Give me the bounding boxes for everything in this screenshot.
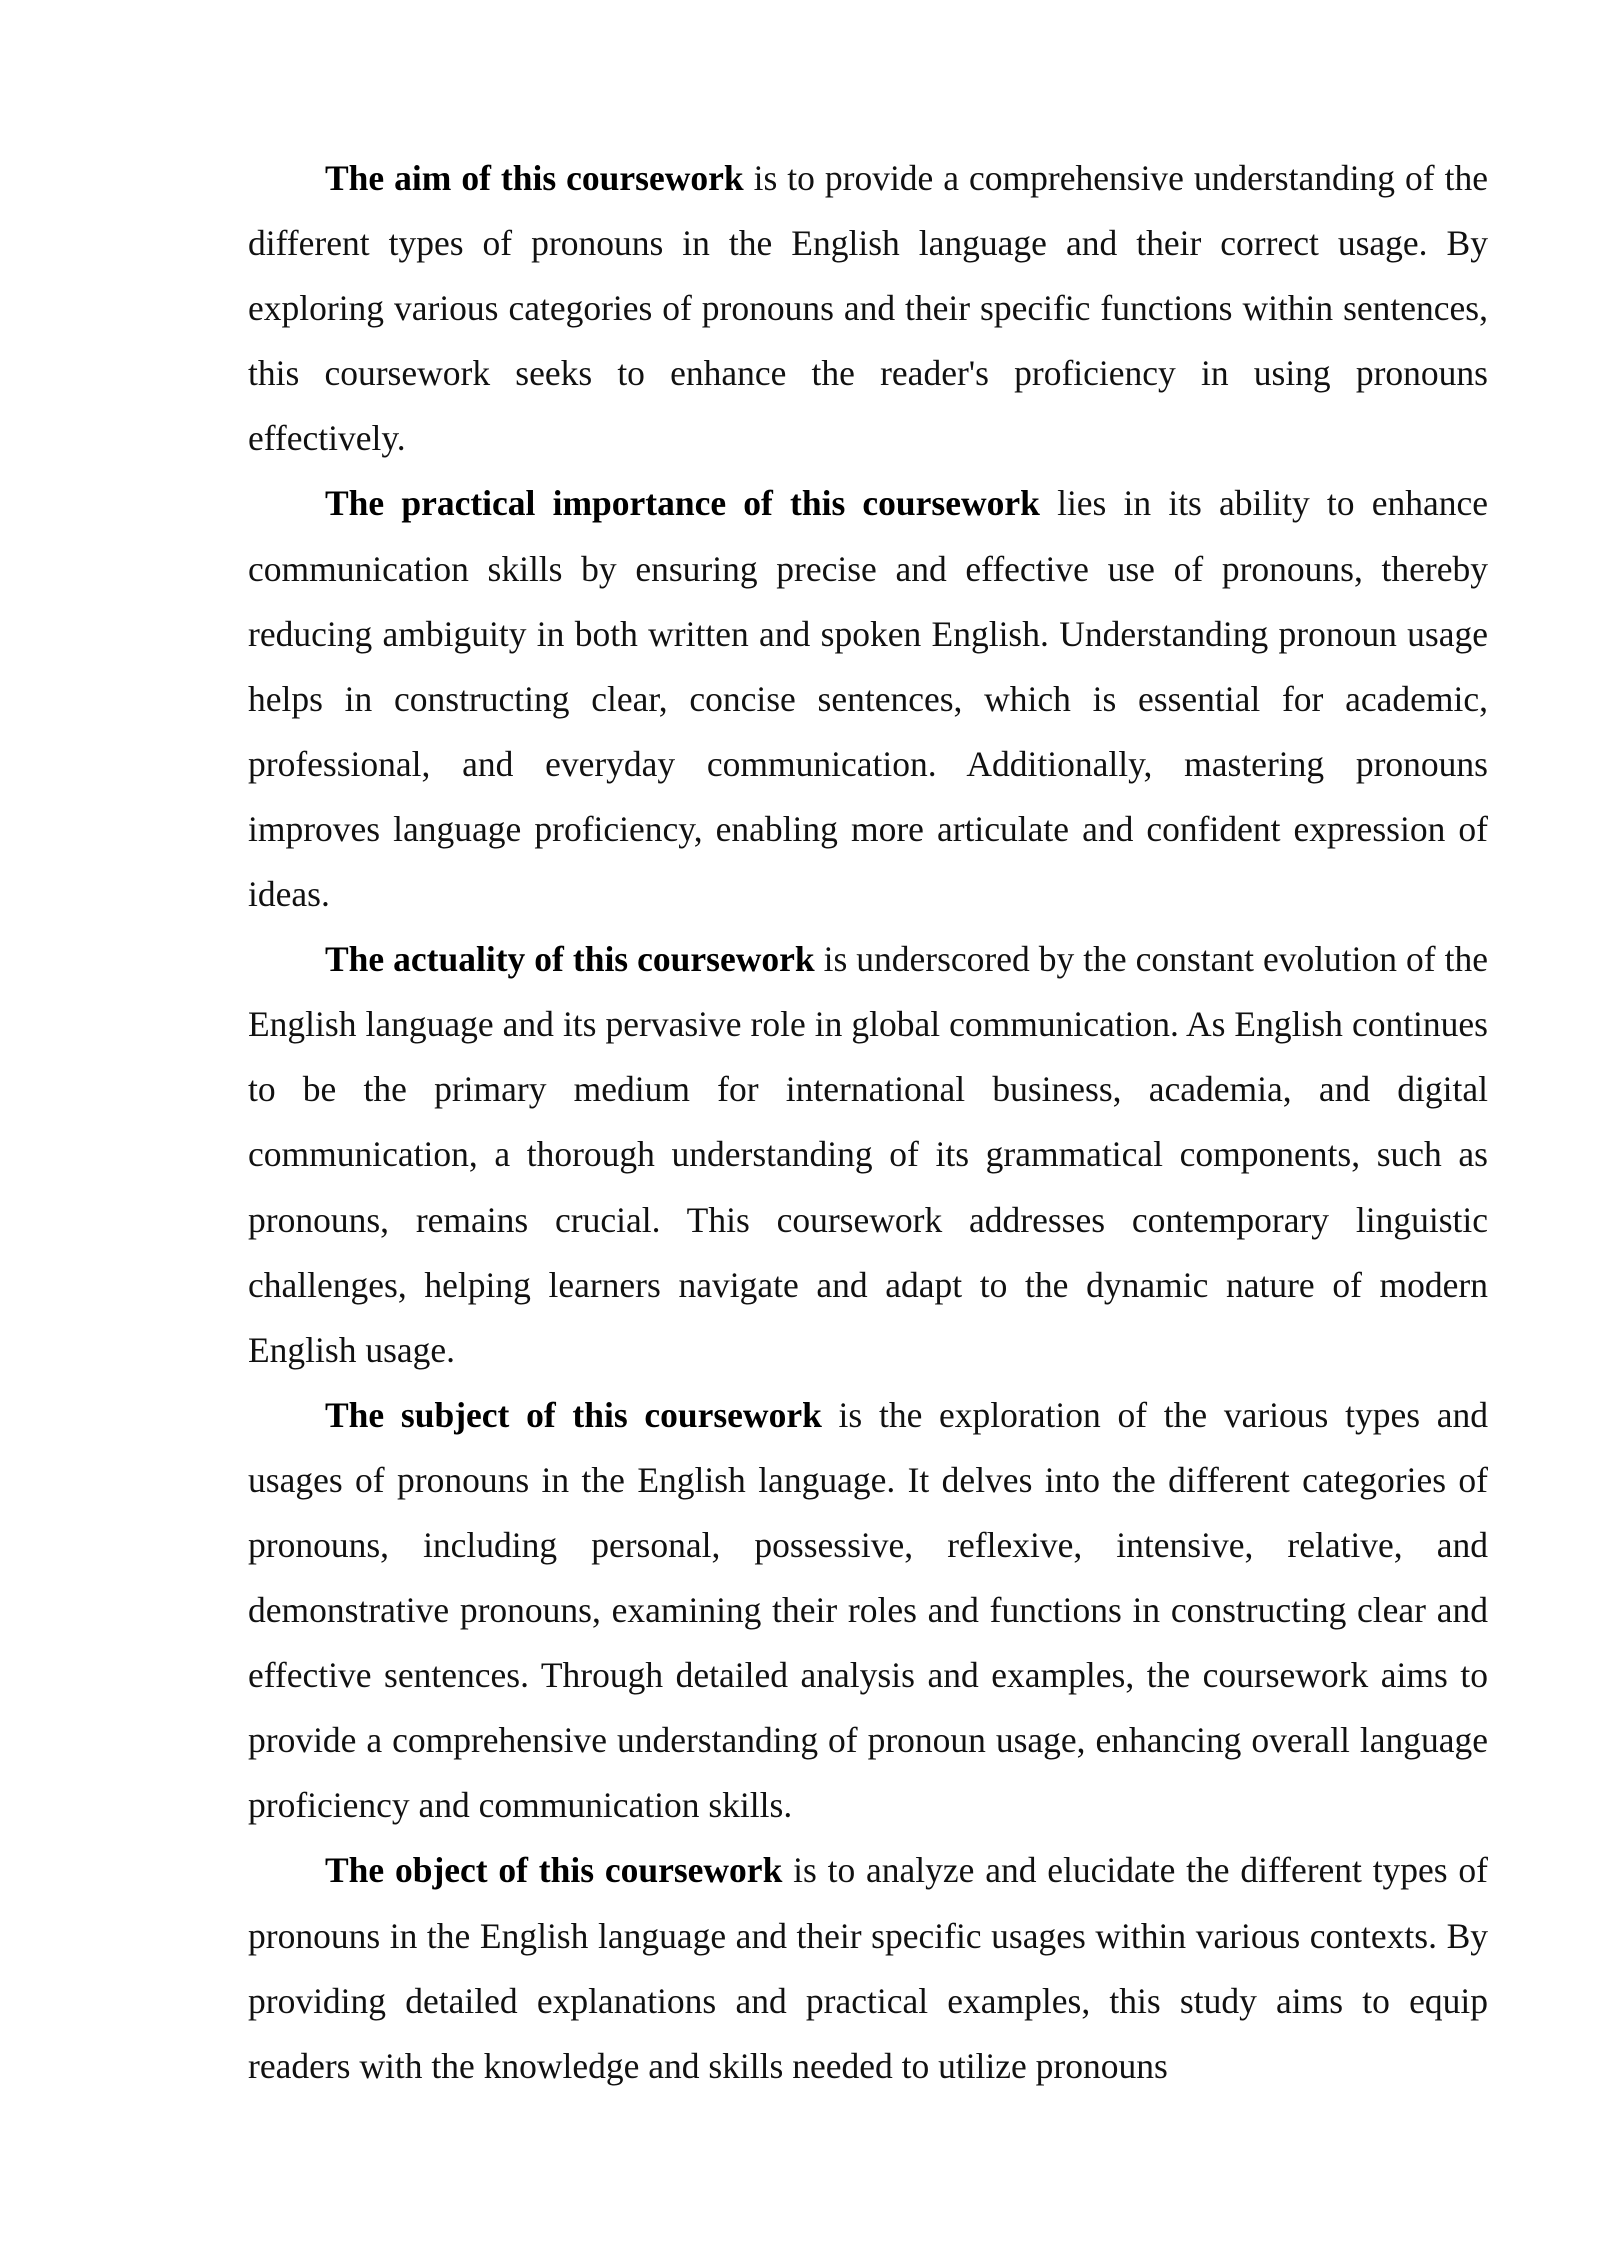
- paragraph-text: is to provide a comprehensive understanding of the different types of pronouns in the English language and their correct usage. By exploring various categories of pronouns and their specific functions within sentences, this coursework seeks to enhance the reader's proficiency in using pronouns effectively.: [248, 158, 1488, 459]
- paragraph-lead: The actuality of this coursework: [325, 939, 815, 980]
- paragraph-subject: [248, 1383, 1488, 1839]
- paragraph-lead: The practical importance of this coursework: [325, 483, 1040, 524]
- paragraph-aim: [248, 146, 1488, 471]
- paragraph-text: is to analyze and elucidate the different types of pronouns in the English language and their specific usages within various contexts. By providing detailed explanations and practical examples, this study aims to equip readers with the knowledge and skills needed to utilize pronouns: [248, 1850, 1488, 2086]
- paragraph-practical-importance: [248, 471, 1488, 927]
- body-text: [248, 146, 1488, 2099]
- paragraph-actuality: [248, 927, 1488, 1383]
- paragraph-object: [248, 1838, 1488, 2098]
- paragraph-lead: The aim of this coursework: [325, 158, 744, 198]
- paragraph-lead: The object of this coursework: [325, 1850, 783, 1891]
- paragraph-lead: The subject of this coursework: [325, 1394, 822, 1435]
- paragraph-text: is the exploration of the various types and usages of pronouns in the English language. It delves into the different categories of pronouns, including personal, possessive, reflexive, intensive, relative, and demonstrative pronouns, examining their roles and functions in constructing clear and effective sentences. Through detailed analysis and examples, the coursework aims to provide a comprehensive understanding of pronoun usage, enhancing overall language proficiency and communication skills.: [248, 1394, 1488, 1826]
- paragraph-text: is underscored by the constant evolution of the English language and its pervasive role in global communication. As English continues to be the primary medium for international business, academia, and digital communication, a thorough understanding of its grammatical components, such as pronouns, remains crucial. This coursework addresses contemporary linguistic challenges, helping learners navigate and adapt to the dynamic nature of modern English usage.: [248, 939, 1488, 1370]
- paragraph-text: lies in its ability to enhance communication skills by ensuring precise and effective use of pronouns, thereby reducing ambiguity in both written and spoken English. Understanding pronoun usage helps in constructing clear, concise sentences, which is essential for academic, professional, and everyday communication. Additionally, mastering pronouns improves language proficiency, enabling more articulate and confident expression of ideas.: [248, 483, 1488, 915]
